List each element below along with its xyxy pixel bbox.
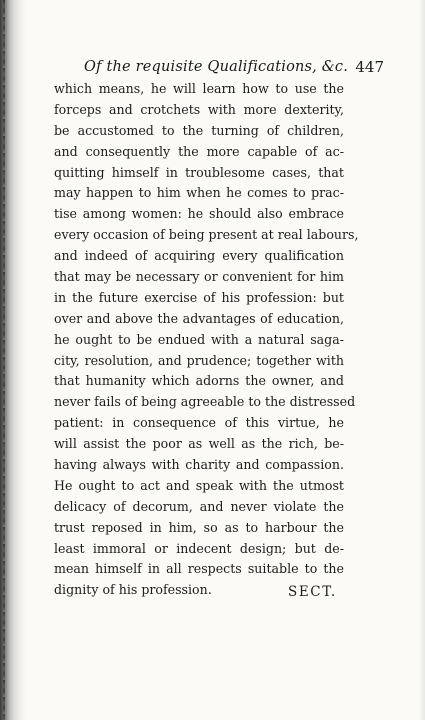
text-line: will assist the poor as well as the rich, be- bbox=[54, 436, 344, 452]
text-line: city, resolution, and prudence; together with bbox=[54, 352, 344, 368]
page-header bbox=[84, 58, 384, 80]
text-line: that humanity which adorns the owner, and bbox=[54, 373, 344, 389]
page-number: 447 bbox=[355, 58, 384, 76]
text-line: patient: in consequence of this virtue, he bbox=[54, 415, 344, 431]
text-line: never fails of being agreeable to the distressed bbox=[54, 394, 356, 410]
binding-gutter bbox=[0, 0, 26, 720]
text-line: having always with charity and compassion. bbox=[54, 457, 344, 473]
text-line: trust reposed in him, so as to harbour the bbox=[54, 519, 344, 535]
text-line: every occasion of being present at real labours, bbox=[54, 227, 359, 243]
text-line: and indeed of acquiring every qualification bbox=[54, 248, 344, 264]
page-edge-shadow bbox=[419, 0, 425, 720]
text-line: mean himself in all respects suitable to the bbox=[54, 561, 344, 577]
text-line: in the future exercise of his profession: but bbox=[54, 289, 344, 305]
text-line: and consequently the more capable of ac- bbox=[54, 143, 344, 159]
text-line: tise among women: he should also embrace bbox=[54, 206, 344, 222]
text-line: forceps and crotchets with more dexterity, bbox=[54, 101, 344, 117]
text-line: quitting himself in troublesome cases, that bbox=[54, 164, 344, 180]
body-text bbox=[54, 79, 359, 601]
text-line: dignity of his profession. bbox=[54, 582, 212, 598]
text-line: delicacy of decorum, and never violate the bbox=[54, 498, 344, 514]
running-title: Of the requisite Qualifications, &c. bbox=[84, 59, 349, 75]
text-line: He ought to act and speak with the utmost bbox=[54, 477, 344, 493]
text-line: over and above the advantages of education, bbox=[54, 310, 344, 326]
text-line: which means, he will learn how to use the bbox=[54, 81, 344, 96]
text-line: that may be necessary or convenient for him bbox=[54, 269, 344, 285]
text-line: may happen to him when he comes to prac- bbox=[54, 185, 344, 201]
catchword: SECT. bbox=[288, 584, 337, 600]
text-line: be accustomed to the turning of children, bbox=[54, 122, 344, 138]
gutter-shadow-line bbox=[3, 0, 5, 720]
text-line: he ought to be endued with a natural saga- bbox=[54, 331, 344, 347]
text-line: least immoral or indecent design; but de- bbox=[54, 540, 344, 556]
